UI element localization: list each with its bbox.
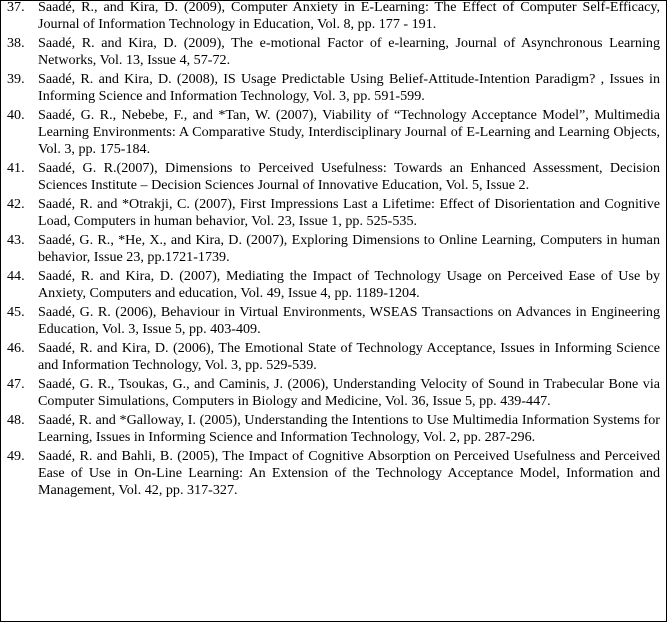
reference-text: Saadé, G. R., Tsoukas, G., and Caminis, J. (2006), Understanding Velocity of Sound in Trabecular Bone via Computer Simulations, Computers in Biology and Medicine, Vol. 36, Issue 5, pp. 439-447.	[38, 375, 660, 409]
reference-item	[7, 107, 660, 159]
reference-text: Saadé, G. R., *He, X., and Kira, D. (2007), Exploring Dimensions to Online Learning, Computers in human behavior, Issue 23, pp.1721-1739.	[38, 231, 660, 266]
reference-item	[7, 35, 660, 69]
reference-number: 37.	[7, 0, 25, 15]
reference-text: Saadé, R. and *Galloway, I. (2005), Understanding the Intentions to Use Multimedia Information Systems for Learning, Issues in Informing Science and Information Technology, Vol. 2, pp. 287-296.	[38, 411, 660, 445]
reference-item	[7, 376, 660, 410]
reference-text: Saadé, G. R.(2007), Dimensions to Perceived Usefulness: Towards an Enhanced Assessment, Decision Sciences Institute – Decision Sciences Journal of Innovative Education, Vol. 5, Issue 2.	[38, 160, 660, 194]
reference-item	[7, 232, 660, 266]
reference-text: Saadé, G. R., Nebebe, F., and *Tan, W. (2007), Viability of “Technology Acceptance Model”, Multimedia Learning Environments: A Comparative Study, Interdisciplinary Journal of E-Learning and Learning Objects, Vol. 3, pp. 175-184.	[38, 106, 660, 158]
reference-text: Saadé, R. and Kira, D. (2006), The Emotional State of Technology Acceptance, Issues in Informing Science and Information Technology, Vol. 3, pp. 529-539.	[38, 339, 660, 373]
reference-number: 44.	[7, 267, 25, 284]
reference-list	[7, 0, 660, 501]
reference-number: 38.	[7, 34, 25, 51]
reference-item	[7, 340, 660, 374]
reference-text: Saadé, R. and Kira, D. (2008), IS Usage Predictable Using Belief-Attitude-Intention Paradigm? , Issues in Informing Science and Information Technology, Vol. 3, pp. 591-599.	[38, 70, 660, 105]
reference-text: Saadé, R., and Kira, D. (2009), Computer Anxiety in E-Learning: The Effect of Computer Self-Efficacy, Journal of Information Technology in Education, Vol. 8, pp. 177 - 191.	[38, 0, 660, 33]
reference-text: Saadé, R. and Kira, D. (2009), The e-motional Factor of e-learning, Journal of Asynchronous Learning Networks, Vol. 13, Issue 4, 57-72.	[38, 34, 660, 69]
reference-number: 47.	[7, 375, 25, 392]
reference-number: 41.	[7, 160, 25, 177]
reference-number: 49.	[7, 447, 25, 464]
reference-item	[7, 268, 660, 302]
reference-number: 45.	[7, 303, 25, 320]
reference-number: 40.	[7, 106, 25, 123]
reference-item	[7, 196, 660, 230]
reference-item	[7, 0, 660, 33]
reference-text: Saadé, G. R. (2006), Behaviour in Virtual Environments, WSEAS Transactions on Advances in Engineering Education, Vol. 3, Issue 5, pp. 403-409.	[38, 303, 660, 338]
reference-item	[7, 448, 660, 500]
reference-item	[7, 160, 660, 194]
reference-text: Saadé, R. and *Otrakji, C. (2007), First Impressions Last a Lifetime: Effect of Disorientation and Cognitive Load, Computers in human behavior, Vol. 23, Issue 1, pp. 525-535.	[38, 195, 660, 230]
reference-text: Saadé, R. and Bahli, B. (2005), The Impact of Cognitive Absorption on Perceived Usefulness and Perceived Ease of Use in On-Line Learning: An Extension of the Technology Acceptance Model, Information and Management, Vol. 42, pp. 317-327.	[38, 447, 660, 499]
reference-number: 48.	[7, 411, 25, 428]
reference-item	[7, 71, 660, 105]
reference-text: Saadé, R. and Kira, D. (2007), Mediating the Impact of Technology Usage on Perceived Ease of Use by Anxiety, Computers and education, Vol. 49, Issue 4, pp. 1189-1204.	[38, 267, 660, 302]
reference-number: 42.	[7, 195, 25, 212]
reference-number: 46.	[7, 339, 25, 356]
reference-number: 43.	[7, 231, 25, 248]
reference-item	[7, 412, 660, 446]
reference-item	[7, 304, 660, 338]
reference-number: 39.	[7, 70, 25, 87]
